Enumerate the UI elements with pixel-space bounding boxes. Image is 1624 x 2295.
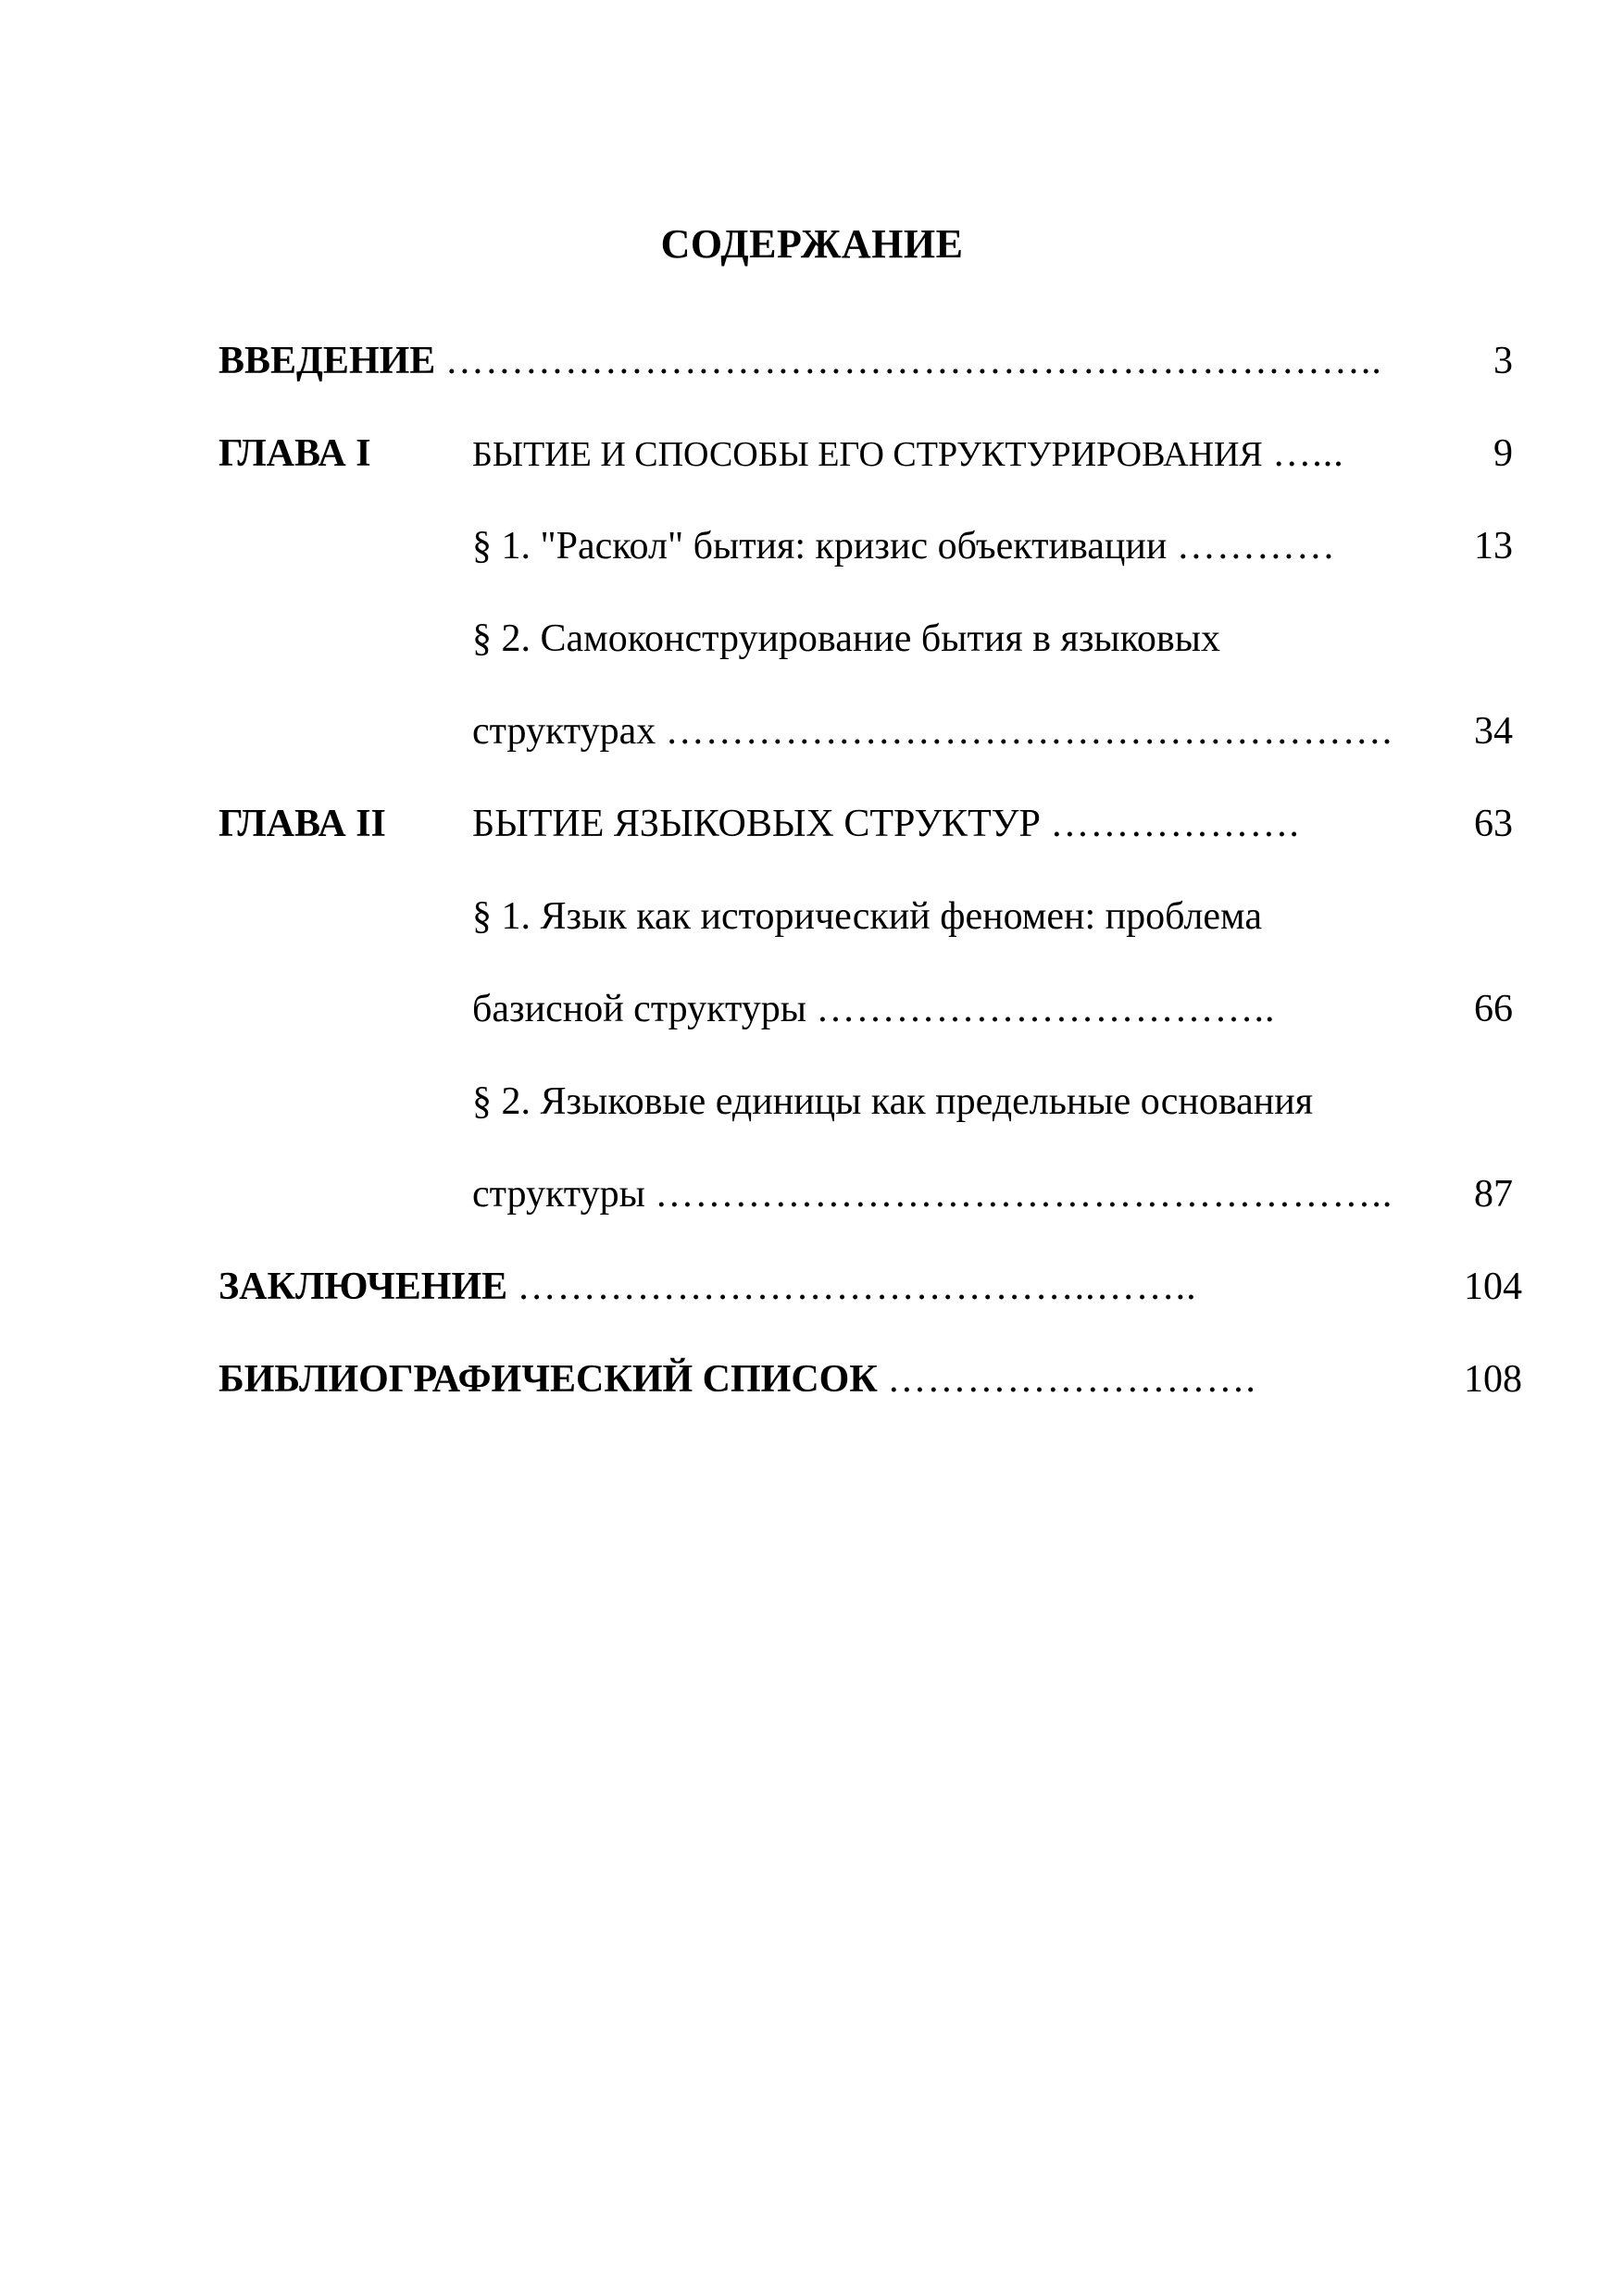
toc-entry-title-line1: § 2. Самоконструирование бытия в языковых <box>472 617 1220 660</box>
toc-entry-title-line2: структурах <box>472 710 656 753</box>
toc-page-number: 108 <box>1464 1358 1522 1401</box>
toc-leader: ………………………. <box>887 1358 1256 1401</box>
toc-page-number: 13 <box>1474 525 1513 568</box>
toc-entry-title: ЗАКЛЮЧЕНИЕ <box>219 1266 508 1308</box>
chapter-label: ГЛАВА I <box>219 432 371 475</box>
toc-entry-bibliography[interactable] <box>219 1353 1256 1405</box>
toc-leader: ………… <box>1176 525 1336 568</box>
toc-entry-ch2-section-2[interactable] <box>472 1076 1313 1128</box>
toc-leader: ………………. <box>1050 803 1300 845</box>
page-title: СОДЕРЖАНИЕ <box>660 221 964 267</box>
toc-entry-title-line1: § 2. Языковые единицы как предельные основания <box>472 1080 1314 1123</box>
chapter-label: ГЛАВА II <box>219 803 386 845</box>
toc-page-number: 3 <box>1493 340 1513 382</box>
toc-entry-chapter-2[interactable] <box>472 798 1300 850</box>
toc-leader: ……………………………………..…….. <box>517 1266 1197 1308</box>
toc-leader: ……………………………………………….. <box>655 1173 1393 1216</box>
toc-leader: …………………………………………………………….. <box>444 340 1382 382</box>
toc-page-number: 9 <box>1493 432 1513 475</box>
toc-entry-title: БЫТИЕ И СПОСОБЫ ЕГО СТРУКТУРИРОВАНИЯ <box>472 435 1263 474</box>
toc-entry-title-line2: структуры <box>472 1173 645 1216</box>
toc-leader: ………………………………………………. <box>665 710 1393 753</box>
toc-entry-ch2-section-1-cont[interactable] <box>472 983 1276 1035</box>
toc-entry-title: § 1. "Раскол" бытия: кризис объективации <box>472 525 1168 568</box>
toc-entry-ch1-section-1[interactable] <box>472 520 1336 572</box>
toc-entry-title-line1: § 1. Язык как исторический феномен: проблема <box>472 895 1262 938</box>
toc-entry-conclusion[interactable] <box>219 1261 1197 1313</box>
toc-entry-title-line2: базисной структуры <box>472 988 806 1030</box>
toc-entry-ch2-section-2-cont[interactable] <box>472 1168 1393 1220</box>
toc-entry-intro[interactable] <box>219 335 1382 387</box>
toc-page-number: 87 <box>1474 1173 1513 1216</box>
toc-entry-title: ВВЕДЕНИЕ <box>219 340 436 382</box>
toc-page-number: 104 <box>1464 1266 1522 1308</box>
toc-leader: …………………………….. <box>816 988 1276 1030</box>
toc-entry-chapter-1[interactable] <box>472 428 1344 480</box>
toc-page-number: 66 <box>1474 988 1513 1030</box>
toc-page-number: 34 <box>1474 710 1513 753</box>
toc-entry-ch1-section-2-cont[interactable] <box>472 705 1393 757</box>
toc-entry-ch2-section-1[interactable] <box>472 891 1262 942</box>
toc-entry-ch1-section-2[interactable] <box>472 613 1220 665</box>
toc-entry-title: БЫТИЕ ЯЗЫКОВЫХ СТРУКТУР <box>472 803 1041 845</box>
toc-entry-title: БИБЛИОГРАФИЧЕСКИЙ СПИСОК <box>219 1358 878 1401</box>
toc-leader: …... <box>1272 432 1344 475</box>
toc-page-number: 63 <box>1474 803 1513 845</box>
